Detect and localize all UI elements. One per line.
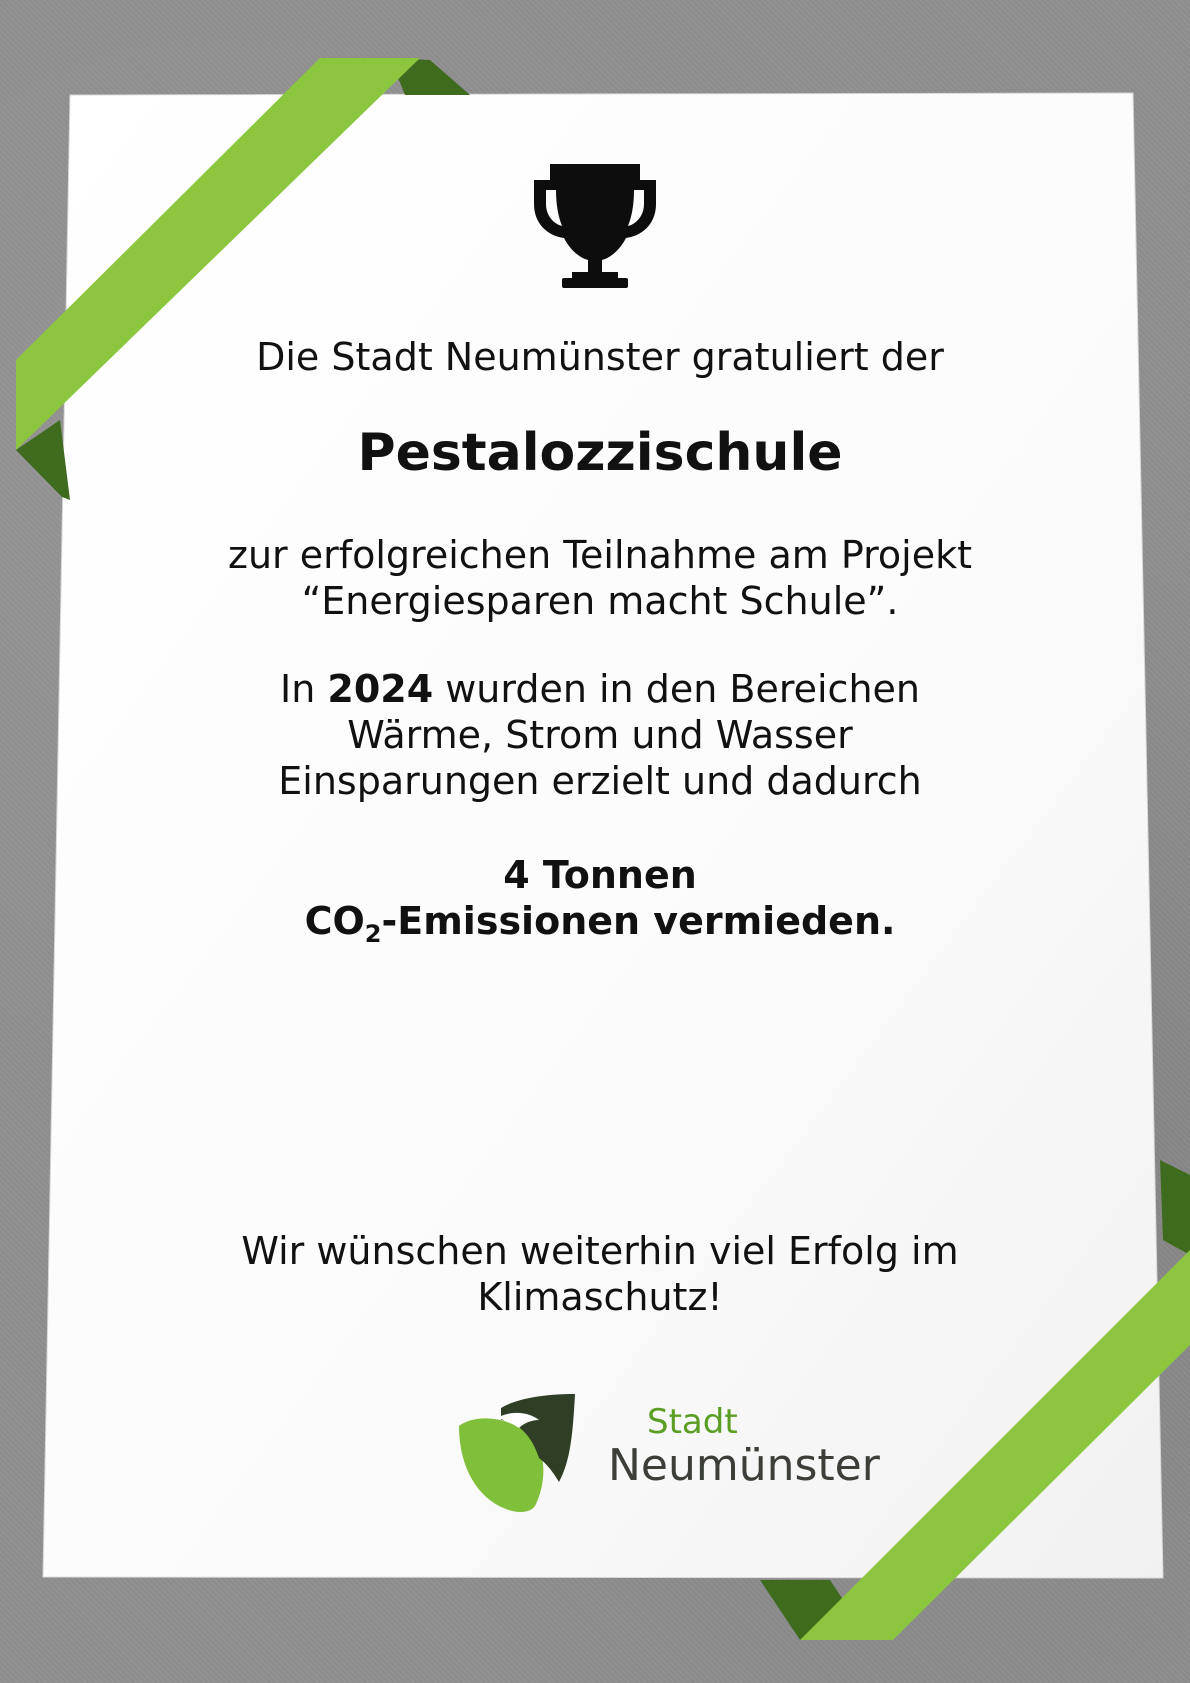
year-value: 2024 [327,667,434,711]
year-line [60,666,1140,712]
savings-line: Einsparungen erzielt und dadurch [278,759,922,803]
emissions-text [60,852,1140,957]
year-suffix: wurden in den Bereichen [433,667,920,711]
leaf-logo-icon [455,1390,585,1520]
co2-line [60,898,1140,957]
participation-line-2: “Energiesparen macht Schule”. [301,579,899,623]
logo-city-text: Neumünster [608,1440,880,1491]
areas-line: Wärme, Strom und Wasser [347,713,853,757]
ribbon-bottom-right-fold [1160,1160,1190,1255]
school-name: Pestalozzischule [357,423,843,483]
logo-stadt-text: Stadt [647,1402,738,1442]
wish-line-2: Klimaschutz! [477,1275,723,1319]
wish-text [60,1228,1140,1320]
participation-text [60,532,1140,624]
co2-suffix: -Emissionen vermieden. [381,899,896,943]
trophy-icon [530,158,660,288]
intro-text: Die Stadt Neumünster gratuliert der [256,335,944,379]
savings-text [60,666,1140,804]
co2-prefix: CO [304,899,365,943]
wish-line-1: Wir wünschen weiterhin viel Erfolg im [241,1229,959,1273]
participation-line-1: zur erfolgreichen Teilnahme am Projekt [228,533,972,577]
tonnes-line: 4 Tonnen [503,853,697,897]
certificate-content [60,0,1140,1683]
co2-subscript: 2 [364,920,382,948]
city-logo [455,1390,915,1520]
year-prefix: In [280,667,328,711]
